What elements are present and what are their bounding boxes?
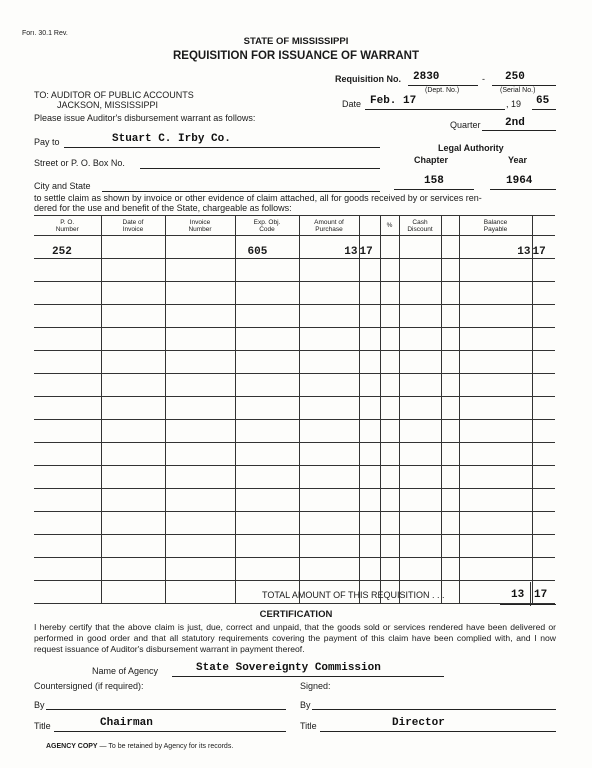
table-cell: [380, 420, 399, 443]
table-cell: [359, 305, 380, 328]
col-invoice-number: Invoice Number: [165, 216, 235, 236]
table-cell: [299, 558, 359, 581]
table-cell: [34, 374, 101, 397]
table-cell: [532, 489, 555, 512]
table-cell: [441, 351, 459, 374]
table-cell: [359, 397, 380, 420]
table-cell: [235, 535, 299, 558]
table-cell: [235, 489, 299, 512]
col-date-of-invoice: Date of Invoice: [101, 216, 165, 236]
table-cell: [441, 328, 459, 351]
table-cell: [459, 466, 532, 489]
table-cell: [459, 489, 532, 512]
table-cell: [459, 328, 532, 351]
chapter-value: 158: [424, 175, 444, 187]
balance-dollars-cell: 13: [459, 236, 532, 259]
page-title: REQUISITION FOR ISSUANCE OF WARRANT: [173, 50, 419, 62]
table-cell: [380, 236, 399, 259]
table-cell: [532, 282, 555, 305]
table-cell: [380, 512, 399, 535]
table-row: [34, 236, 555, 259]
col-exp-obj-code: Exp. Obj. Code: [235, 216, 299, 236]
table-cell: [399, 397, 441, 420]
serial-number: 250: [505, 71, 525, 83]
table-cell: [34, 328, 101, 351]
table-cell: [532, 466, 555, 489]
balance-cents-cell: 17: [532, 236, 555, 259]
dept-caption: (Dept. No.): [425, 87, 460, 94]
table-cell: [459, 397, 532, 420]
table-cell: [459, 535, 532, 558]
year-suffix: 65: [536, 95, 550, 107]
quarter-label: Quarter: [450, 120, 481, 130]
table-cell: [34, 420, 101, 443]
table-cell: [380, 351, 399, 374]
table-cell: [532, 374, 555, 397]
table-cell: [235, 397, 299, 420]
table-cell: [101, 489, 165, 512]
table-cell: [459, 512, 532, 535]
table-cell: [34, 489, 101, 512]
table-cell: [399, 443, 441, 466]
table-row: [34, 489, 555, 512]
title-right-label: Title: [300, 721, 317, 731]
table-cell: [299, 443, 359, 466]
street-label: Street or P. O. Box No.: [34, 158, 125, 168]
table-row: [34, 351, 555, 374]
table-cell: [235, 443, 299, 466]
table-cell: [380, 558, 399, 581]
table-cell: [459, 374, 532, 397]
table-cell: [441, 489, 459, 512]
table-cell: [359, 328, 380, 351]
table-cell: [380, 374, 399, 397]
table-cell: [441, 305, 459, 328]
table-cell: [399, 305, 441, 328]
table-cell: [299, 374, 359, 397]
settle-text-1: to settle claim as shown by invoice or other evidence of claim attached, all for goods received by or services ren-: [34, 193, 482, 203]
table-cell: [165, 236, 235, 259]
agency-value: State Sovereignty Commission: [196, 662, 381, 674]
table-cell: [101, 305, 165, 328]
table-cell: [165, 282, 235, 305]
table-cell: [441, 374, 459, 397]
table-row: [34, 512, 555, 535]
table-cell: [101, 535, 165, 558]
table-cell: [34, 466, 101, 489]
table-cell: [165, 558, 235, 581]
table-row: [34, 259, 555, 282]
claim-table: [34, 215, 555, 604]
table-cell: [165, 466, 235, 489]
table-cell: [101, 351, 165, 374]
table-cell: [165, 328, 235, 351]
table-cell: [299, 351, 359, 374]
year-value: 1964: [506, 175, 533, 187]
table-row: [34, 374, 555, 397]
settle-text-2: dered for the use and benefit of the State, chargeable as follows:: [34, 203, 292, 213]
table-row: [34, 443, 555, 466]
table-cell: [441, 535, 459, 558]
form-number: Forı. 30.1 Rev.: [22, 30, 68, 37]
amount-cents-cell: 17: [359, 236, 380, 259]
table-cell: [101, 328, 165, 351]
table-cell: [235, 259, 299, 282]
agency-label: Name of Agency: [92, 666, 159, 676]
table-cell: [441, 512, 459, 535]
city-label: City and State: [34, 181, 91, 191]
table-cell: [101, 374, 165, 397]
table-cell: [101, 558, 165, 581]
col-amount-of-purchase: Amount of Purchase: [299, 216, 359, 236]
table-cell: [532, 328, 555, 351]
table-cell: [359, 420, 380, 443]
table-row: [34, 535, 555, 558]
pay-to-value: Stuart C. Irby Co.: [112, 133, 231, 145]
table-cell: [359, 535, 380, 558]
table-cell: [441, 282, 459, 305]
table-cell: [101, 397, 165, 420]
table-cell: [459, 305, 532, 328]
table-cell: [101, 581, 165, 604]
table-cell: [380, 259, 399, 282]
table-cell: [441, 420, 459, 443]
table-cell: [532, 259, 555, 282]
certification-title: CERTIFICATION: [259, 609, 333, 620]
table-cell: [299, 305, 359, 328]
table-cell: [459, 259, 532, 282]
table-cell: [165, 351, 235, 374]
table-cell: [532, 558, 555, 581]
table-cell: [399, 351, 441, 374]
dash: -: [482, 74, 485, 84]
table-cell: [359, 259, 380, 282]
table-row: [34, 305, 555, 328]
table-cell: [299, 535, 359, 558]
table-cell: [299, 259, 359, 282]
table-cell: [299, 397, 359, 420]
table-cell: [399, 512, 441, 535]
year-label: Year: [508, 155, 528, 165]
table-cell: [359, 558, 380, 581]
table-cell: [441, 397, 459, 420]
footer-note: AGENCY COPY — To be retained by Agency for its records.: [46, 743, 234, 750]
total-label: TOTAL AMOUNT OF THIS REQUISITION . . .: [262, 590, 445, 600]
table-cell: [299, 328, 359, 351]
to-line-3: Please issue Auditor's disbursement warrant as follows:: [34, 113, 256, 123]
table-cell: [399, 374, 441, 397]
table-cell: [459, 558, 532, 581]
by-left-label: By: [34, 700, 45, 710]
table-cell: [165, 259, 235, 282]
table-cell: [101, 236, 165, 259]
table-cell: [532, 420, 555, 443]
by-right-label: By: [300, 700, 311, 710]
table-cell: [34, 259, 101, 282]
table-cell: [532, 535, 555, 558]
table-cell: [165, 535, 235, 558]
col-discount-cents: [441, 216, 459, 236]
total-cents: 17: [534, 589, 548, 601]
dept-number: 2830: [413, 71, 440, 83]
table-cell: [380, 305, 399, 328]
col-balance-cents: [532, 216, 555, 236]
table-cell: [34, 282, 101, 305]
table-cell: [441, 259, 459, 282]
table-cell: [459, 351, 532, 374]
table-cell: [459, 443, 532, 466]
table-cell: [165, 489, 235, 512]
right-title-value: Director: [392, 717, 445, 729]
table-cell: [165, 420, 235, 443]
po-number-cell: 252: [34, 236, 101, 259]
table-cell: [380, 489, 399, 512]
table-cell: [299, 282, 359, 305]
amount-dollars-cell: 13: [299, 236, 359, 259]
table-cell: [399, 466, 441, 489]
table-row: [34, 558, 555, 581]
table-cell: [299, 466, 359, 489]
table-cell: [235, 351, 299, 374]
table-cell: [34, 512, 101, 535]
certification-text: I hereby certify that the above claim is just, due, correct and unpaid, that the goods sold or services rendered have been delivered or performed in good order and that all statutory requirements covering the payment of this claim have been complied with, and I now request issuance of Auditor's disbursement warrant in payment thereof.: [34, 622, 556, 654]
table-header-row: [34, 216, 555, 236]
table-cell: [399, 489, 441, 512]
table-cell: [34, 305, 101, 328]
table-cell: [532, 443, 555, 466]
table-cell: [532, 351, 555, 374]
table-row: [34, 420, 555, 443]
table-cell: [380, 282, 399, 305]
table-cell: [101, 443, 165, 466]
countersigned-label: Countersigned (if required):: [34, 681, 144, 691]
table-cell: [235, 420, 299, 443]
table-cell: [34, 535, 101, 558]
year-prefix: , 19: [506, 99, 522, 109]
col-amount-cents: [359, 216, 380, 236]
table-cell: [235, 512, 299, 535]
date-label: Date: [342, 99, 362, 109]
quarter-value: 2nd: [505, 117, 525, 129]
table-cell: [359, 282, 380, 305]
table-cell: [399, 420, 441, 443]
table-cell: [165, 305, 235, 328]
col-balance-payable: Balance Payable: [459, 216, 532, 236]
table-cell: [399, 259, 441, 282]
table-cell: [380, 443, 399, 466]
table-cell: [532, 512, 555, 535]
col-cash-discount: Cash Discount: [399, 216, 441, 236]
table-cell: [399, 282, 441, 305]
table-cell: [532, 305, 555, 328]
table-cell: [359, 466, 380, 489]
requisition-label: Requisition No.: [335, 74, 401, 84]
table-cell: [441, 558, 459, 581]
legal-authority-title: Legal Authority: [438, 143, 504, 153]
table-cell: [101, 420, 165, 443]
table-cell: [101, 259, 165, 282]
left-title-value: Chairman: [100, 717, 153, 729]
table-cell: [165, 374, 235, 397]
pay-to-label: Pay to: [34, 137, 60, 147]
serial-caption: (Serial No.): [500, 87, 536, 94]
total-divider: [530, 582, 531, 606]
table-cell: [235, 328, 299, 351]
table-row: [34, 397, 555, 420]
title-left-label: Title: [34, 721, 51, 731]
table-cell: [34, 397, 101, 420]
table-cell: [235, 466, 299, 489]
table-cell: [399, 558, 441, 581]
table-cell: [380, 328, 399, 351]
table-cell: [34, 581, 101, 604]
table-cell: [359, 443, 380, 466]
table-cell: [165, 581, 235, 604]
table-cell: [359, 512, 380, 535]
exp-code-cell: 605: [235, 236, 299, 259]
table-cell: [441, 443, 459, 466]
table-cell: [441, 236, 459, 259]
to-line-1: TO: AUDITOR OF PUBLIC ACCOUNTS: [34, 90, 194, 100]
table-cell: [459, 282, 532, 305]
signed-label: Signed:: [300, 681, 331, 691]
table-cell: [101, 466, 165, 489]
table-cell: [165, 512, 235, 535]
table-cell: [299, 420, 359, 443]
table-cell: [101, 282, 165, 305]
table-cell: [235, 282, 299, 305]
table-cell: [165, 397, 235, 420]
to-line-2: JACKSON, MISSISSIPPI: [57, 100, 159, 110]
table-row: [34, 466, 555, 489]
table-cell: [359, 374, 380, 397]
table-cell: [532, 397, 555, 420]
table-cell: [399, 328, 441, 351]
table-cell: [459, 420, 532, 443]
chapter-label: Chapter: [414, 155, 449, 165]
table-cell: [34, 443, 101, 466]
state-heading: STATE OF MISSISSIPPI: [243, 36, 349, 47]
date-value: Feb. 17: [370, 95, 417, 107]
table-cell: [359, 351, 380, 374]
table-cell: [399, 236, 441, 259]
col-percent: %: [380, 216, 399, 236]
table-cell: [380, 397, 399, 420]
table-cell: [359, 489, 380, 512]
table-cell: [101, 512, 165, 535]
table-cell: [165, 443, 235, 466]
col-po-number: P. O. Number: [34, 216, 101, 236]
table-cell: [34, 558, 101, 581]
table-cell: [235, 558, 299, 581]
table-cell: [299, 512, 359, 535]
table-cell: [399, 535, 441, 558]
table-cell: [299, 489, 359, 512]
table-cell: [441, 466, 459, 489]
table-row: [34, 328, 555, 351]
table-cell: [235, 374, 299, 397]
table-cell: [34, 351, 101, 374]
table-cell: [380, 466, 399, 489]
table-cell: [235, 305, 299, 328]
table-cell: [380, 535, 399, 558]
table-row: [34, 282, 555, 305]
total-dollars: 13: [511, 589, 525, 601]
